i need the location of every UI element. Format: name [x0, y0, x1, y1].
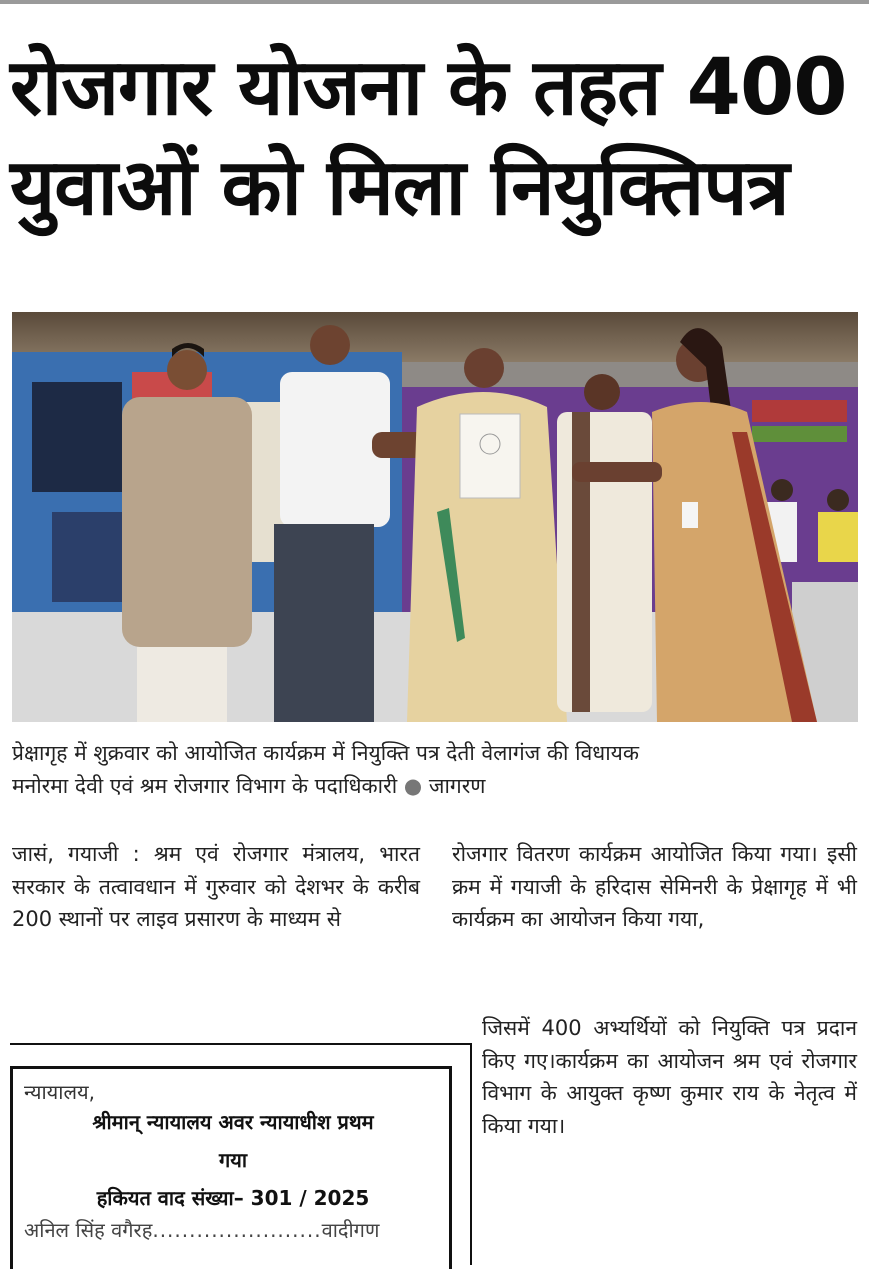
- notice-case-number: हकियत वाद संख्या– 301 / 2025: [96, 1186, 370, 1210]
- notice-location: गया: [218, 1148, 248, 1172]
- headline-line-1: रोजगार योजना के तहत 400: [10, 43, 847, 133]
- notice-court-heading: न्यायालय,: [24, 1080, 95, 1104]
- bullet-dot-icon: ●: [403, 774, 423, 798]
- article-paragraph-right-top: रोजगार वितरण कार्यक्रम आयोजित किया गया। इसी क्रम में गयाजी के हरिदास सेमिनरी के प्रेक्षागृह में भी कार्यक्रम का आयोजन किया गया,: [452, 842, 857, 931]
- headline: [10, 38, 860, 238]
- article-paragraph-left: जासं, गयाजी : श्रम एवं रोजगार मंत्रालय, भारत सरकार के तत्वावधान में गुरुवार को देशभर के करीब 200 स्थानों पर लाइव प्रसारण के माध्यम से: [12, 842, 420, 931]
- notice-party-role: वादीगण: [321, 1218, 380, 1242]
- photo-caption: [12, 737, 862, 803]
- notice-parties: [24, 1214, 442, 1246]
- notice-party-name: अनिल सिंह वगैरह: [24, 1218, 153, 1242]
- news-photo-illustration: [12, 312, 858, 722]
- notice-dot-leader: .......................: [152, 1218, 322, 1242]
- headline-line-2: युवाओं को मिला नियुक्तिपत्र: [10, 143, 789, 233]
- article-column-left: [12, 838, 420, 936]
- notice-court-name: श्रीमान् न्यायालय अवर न्यायाधीश प्रथम: [92, 1110, 374, 1134]
- top-rule: [0, 0, 869, 4]
- caption-line-2-text: मनोरमा देवी एवं श्रम रोजगार विभाग के पदाधिकारी: [12, 774, 398, 798]
- caption-credit: जागरण: [428, 774, 486, 798]
- article-column-right-top: [452, 838, 857, 936]
- article-paragraph-right-bottom: जिसमें 400 अभ्यर्थियों को नियुक्ति पत्र प्रदान किए गए।कार्यक्रम का आयोजन श्रम एवं रोजगार विभाग के आयुक्त कृष्ण कुमार राय के नेतृत्व में किया गया।: [482, 1016, 857, 1138]
- news-photo: [12, 312, 858, 722]
- caption-line-2: [12, 770, 862, 803]
- caption-line-1: प्रेक्षागृह में शुक्रवार को आयोजित कार्यक्रम में नियुक्ति पत्र देती वेलागंज की विधायक: [12, 741, 639, 765]
- article-column-right-bottom: [482, 1012, 857, 1142]
